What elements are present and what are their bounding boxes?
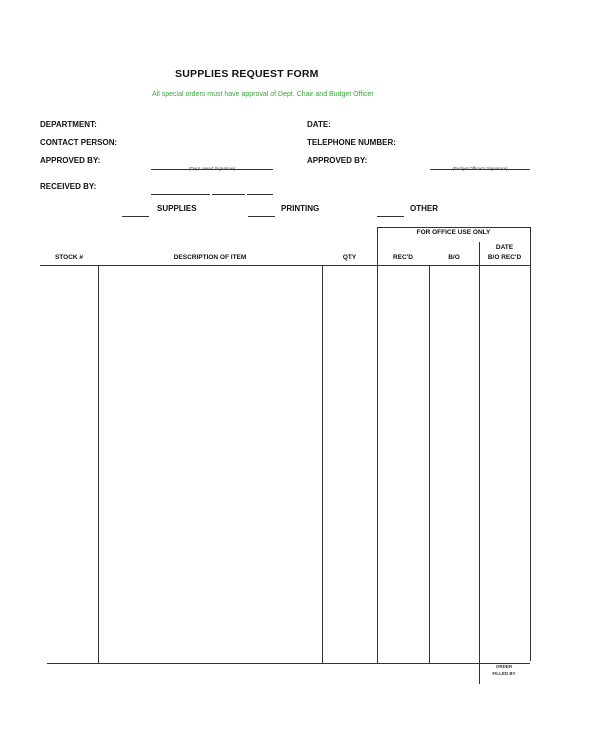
order-caption: ORDER xyxy=(495,664,513,669)
table-bottom-border xyxy=(47,663,530,664)
printing-label: PRINTING xyxy=(281,204,320,213)
col-header-description: DESCRIPTION OF ITEM xyxy=(173,254,247,261)
received-by-line-2[interactable] xyxy=(212,194,245,195)
table-right-border xyxy=(530,227,531,661)
item-entry-area[interactable] xyxy=(40,266,530,663)
date-label: DATE: xyxy=(307,120,331,129)
approved-by-label-right: APPROVED BY: xyxy=(307,156,368,165)
col-header-stock: STOCK # xyxy=(54,254,84,261)
supplies-label: SUPPLIES xyxy=(157,204,197,213)
department-label: DEPARTMENT: xyxy=(40,120,97,129)
received-by-line-1[interactable] xyxy=(151,194,210,195)
contact-person-label: CONTACT PERSON: xyxy=(40,138,118,147)
filled-by-caption: FILLED BY xyxy=(492,671,516,676)
approved-by-label-left: APPROVED BY: xyxy=(40,156,101,165)
col-header-bo-recd: B/O REC'D xyxy=(487,254,522,261)
office-use-top-border xyxy=(377,227,530,228)
supplies-checkbox-line[interactable] xyxy=(122,216,149,217)
approval-notice: All special orders must have approval of Dept. Chair and Budget Officer xyxy=(152,91,374,98)
telephone-label: TELEPHONE NUMBER: xyxy=(307,138,396,147)
printing-checkbox-line[interactable] xyxy=(248,216,275,217)
col-header-date: DATE xyxy=(495,244,514,251)
received-by-line-3[interactable] xyxy=(247,194,273,195)
other-checkbox-line[interactable] xyxy=(377,216,404,217)
col-header-bo: B/O xyxy=(448,254,460,261)
col-header-qty: QTY xyxy=(342,254,357,261)
col-header-recd: REC'D xyxy=(393,254,413,261)
budget-officer-signature-caption: (Budget Officer's Signature) xyxy=(452,166,508,171)
other-label: OTHER xyxy=(410,204,438,213)
office-use-header: FOR OFFICE USE ONLY xyxy=(416,229,491,236)
received-by-label: RECEIVED BY: xyxy=(40,182,97,191)
form-title: SUPPLIES REQUEST FORM xyxy=(175,68,319,80)
dept-head-signature-caption: (Dept. Head Signature) xyxy=(188,166,236,171)
